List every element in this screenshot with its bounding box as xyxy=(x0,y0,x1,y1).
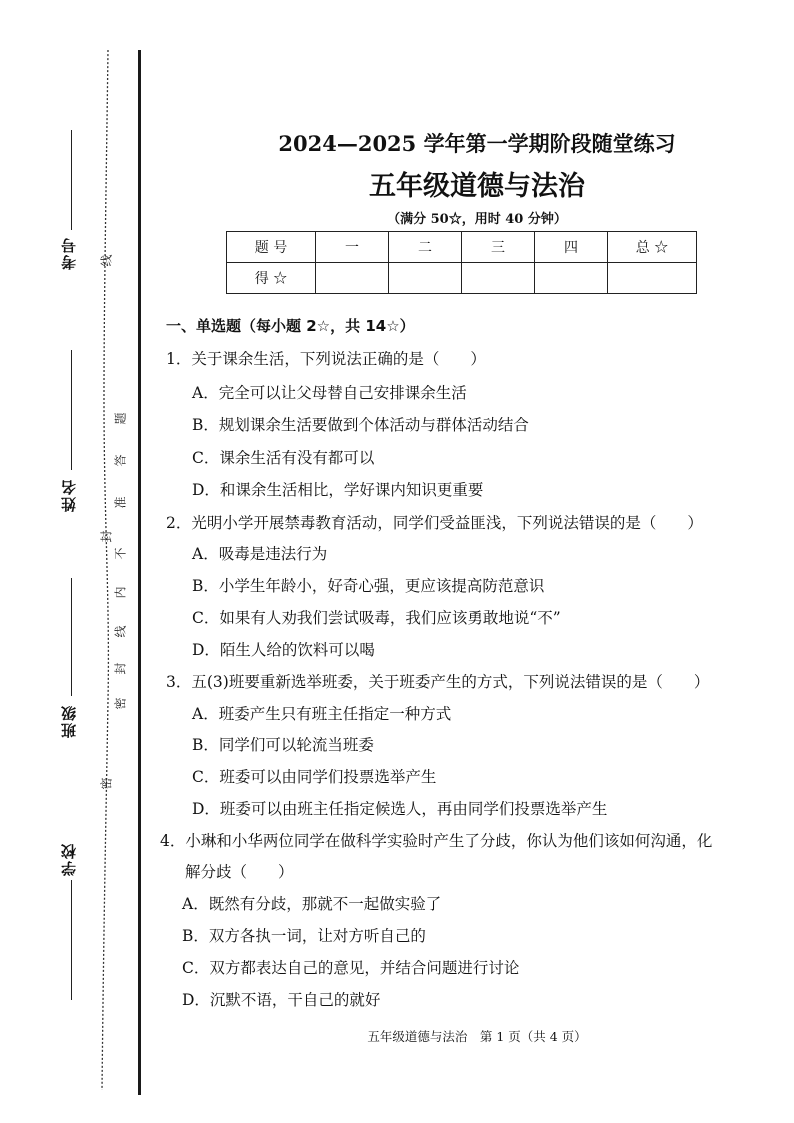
side-mark-seal: 封 xyxy=(99,530,114,543)
score-table-cell: 三 xyxy=(462,232,535,263)
answer-option: C．课余生活有没有都可以 xyxy=(192,449,375,467)
seal-char: 准 xyxy=(113,496,128,509)
score-entry-cell[interactable] xyxy=(608,263,697,294)
binding-margin xyxy=(0,0,150,1123)
side-mark-line: 线 xyxy=(99,254,114,267)
answer-option: C．班委可以由同学们投票选举产生 xyxy=(192,768,437,786)
exam-number-label: 考号 xyxy=(60,236,78,270)
score-table-cell: 四 xyxy=(535,232,608,263)
score-table-score-row xyxy=(227,263,697,294)
dotted-cut-line xyxy=(0,0,140,1123)
school-label: 学校 xyxy=(60,842,78,876)
score-table-header-row xyxy=(227,232,697,263)
subject-title: 五年级道德与法治 xyxy=(369,171,585,202)
class-underline xyxy=(71,578,72,696)
school-underline xyxy=(71,880,72,1000)
answer-option: D．沉默不语，干自己的就好 xyxy=(182,991,381,1009)
answer-option: B．规划课余生活要做到个体活动与群体活动结合 xyxy=(192,416,529,434)
seal-char: 不 xyxy=(113,547,128,560)
question-stem: 1．关于课余生活，下列说法正确的是（ ） xyxy=(166,350,486,368)
seal-char: 封 xyxy=(113,662,128,675)
seal-char: 密 xyxy=(113,697,128,710)
score-table-cell: 得 ☆ xyxy=(227,263,316,294)
answer-option: A．既然有分歧，那就不一起做实验了 xyxy=(182,895,442,913)
score-table-cell: 一 xyxy=(316,232,389,263)
score-table-cell: 二 xyxy=(389,232,462,263)
answer-option: B．小学生年龄小，好奇心强，更应该提高防范意识 xyxy=(192,577,545,595)
score-table xyxy=(226,231,697,294)
answer-option: D．陌生人给的饮料可以喝 xyxy=(192,641,375,659)
question-stem: 4．小琳和小华两位同学在做科学实验时产生了分歧，你认为他们该如何沟通，化 xyxy=(160,832,713,850)
seal-char: 题 xyxy=(113,412,128,425)
section-title: 一、单选题（每小题 2☆，共 14☆） xyxy=(166,317,415,335)
binding-solid-line xyxy=(138,50,141,1095)
seal-char: 内 xyxy=(113,586,128,599)
exam-title: 2024—2025 学年第一学期阶段随堂练习 xyxy=(278,131,676,156)
question-stem-continued: 解分歧（ ） xyxy=(185,863,294,881)
score-entry-cell[interactable] xyxy=(389,263,462,294)
score-table-cell: 总 ☆ xyxy=(608,232,697,263)
score-entry-cell[interactable] xyxy=(535,263,608,294)
name-label: 姓名 xyxy=(60,478,78,512)
answer-option: B．同学们可以轮流当班委 xyxy=(192,736,374,754)
answer-option: B．双方各执一词，让对方听自己的 xyxy=(182,927,426,945)
answer-option: A．吸毒是违法行为 xyxy=(192,545,328,563)
score-time-note: （满分 50☆，用时 40 分钟） xyxy=(387,212,567,227)
class-label: 班级 xyxy=(60,704,78,738)
answer-option: A．班委产生只有班主任指定一种方式 xyxy=(192,705,452,723)
question-stem: 2．光明小学开展禁毒教育活动，同学们受益匪浅，下列说法错误的是（ ） xyxy=(166,514,703,532)
score-entry-cell[interactable] xyxy=(462,263,535,294)
answer-option: A．完全可以让父母替自己安排课余生活 xyxy=(192,384,467,402)
score-entry-cell[interactable] xyxy=(316,263,389,294)
exam-number-underline xyxy=(71,130,72,230)
answer-option: D．和课余生活相比，学好课内知识更重要 xyxy=(192,481,484,499)
name-underline xyxy=(71,350,72,470)
seal-char: 答 xyxy=(113,454,128,467)
page-footer: 五年级道德与法治 第 1 页（共 4 页） xyxy=(367,1029,587,1044)
score-table-cell: 题 号 xyxy=(227,232,316,263)
answer-option: C．如果有人劝我们尝试吸毒，我们应该勇敢地说“不” xyxy=(192,609,561,627)
answer-option: C．双方都表达自己的意见，并结合问题进行讨论 xyxy=(182,959,520,977)
answer-option: D．班委可以由班主任指定候选人，再由同学们投票选举产生 xyxy=(192,800,608,818)
question-stem: 3．五(3)班要重新选举班委，关于班委产生的方式，下列说法错误的是（ ） xyxy=(166,673,710,691)
side-mark-secret: 密 xyxy=(99,777,114,790)
seal-char: 线 xyxy=(113,625,128,638)
